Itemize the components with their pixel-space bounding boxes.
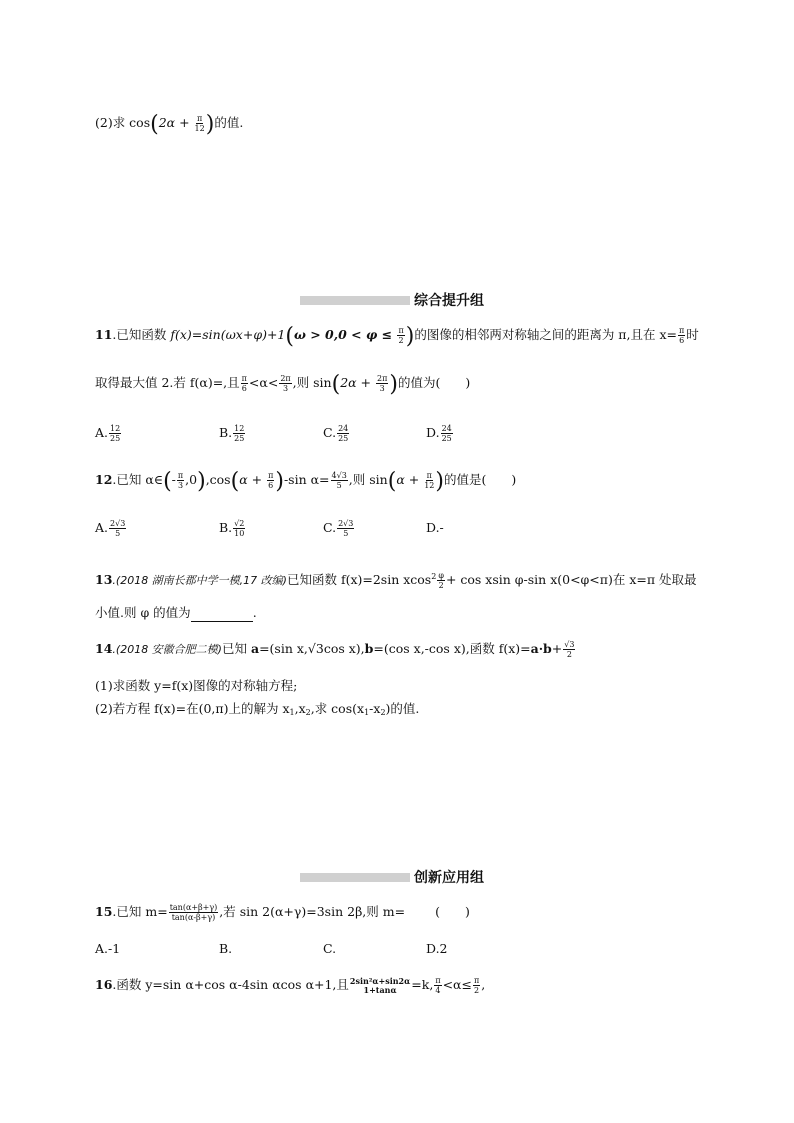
frac-den: 3 (282, 384, 289, 393)
option-label: C. (323, 941, 337, 956)
frac-num: π (197, 114, 203, 123)
source-note: .(2018 安徽合肥二模) (112, 643, 222, 656)
frac-den: tan(α-β+γ) (171, 913, 216, 922)
frac-den: 25 (234, 434, 245, 443)
question-number: 11 (95, 327, 113, 342)
question-number: 15 (95, 904, 113, 919)
section-bar (300, 296, 410, 305)
frac-num: 12 (110, 424, 121, 433)
root: √3 (307, 641, 324, 656)
subscript: 1 (289, 708, 295, 717)
frac-den: 2 (474, 986, 480, 995)
frac-num: φ (438, 571, 444, 580)
q14-part2 (95, 700, 419, 722)
frac-num: π (398, 326, 404, 335)
text: =k, (411, 977, 434, 992)
q12-option-b[interactable] (219, 519, 246, 538)
frac-den: 25 (441, 434, 452, 443)
frac-num: 2sin²α+sin2α (349, 975, 411, 986)
frac-num: 2√3 (110, 519, 126, 528)
frac-num: 2π (280, 374, 291, 383)
frac-num: 24 (441, 424, 452, 433)
option-label: B. (219, 520, 233, 535)
q13-line2 (95, 604, 257, 622)
text: (1)求函数 y=f(x)图像的对称轴方程; (95, 678, 298, 693)
frac (233, 424, 245, 443)
frac-den: 2 (566, 650, 572, 659)
frac-den: 6 (679, 336, 685, 345)
question-number: 16 (95, 977, 113, 992)
text: 已知函数 f(x)=2sin xcos (286, 572, 432, 587)
frac-num: π (268, 471, 274, 480)
q10-arg: 2α + (158, 115, 194, 130)
text: -x (369, 701, 381, 716)
text: + (551, 641, 563, 656)
frac-den: 2 (398, 336, 404, 345)
q15-option-c[interactable] (323, 940, 336, 958)
q13-line1 (95, 568, 697, 590)
frac (109, 519, 126, 538)
text: ,则 sin (292, 375, 332, 390)
frac-num: π (177, 471, 184, 480)
q11-option-a[interactable] (95, 424, 122, 443)
text: ,则 sin (348, 472, 388, 487)
text: .已知 m= (112, 904, 168, 919)
frac-num: 12 (234, 424, 245, 433)
q12-option-d[interactable] (426, 519, 444, 537)
question-number: 14 (95, 641, 113, 656)
option-label: A.-1 (95, 941, 121, 956)
option-label: D.- (426, 520, 444, 535)
subscript: 2 (380, 708, 386, 717)
text: 小值.则 φ 的值为 (95, 605, 191, 620)
subscript: 1 (364, 708, 370, 717)
q10-part2 (95, 112, 244, 137)
paren-open: ( (285, 324, 294, 349)
paren-close: ) (205, 112, 215, 137)
text: =(sin x, (259, 641, 308, 656)
section-title: 综合提升组 (414, 293, 484, 309)
frac (678, 326, 685, 345)
option-label: A. (95, 520, 109, 535)
paren-close: ) (405, 324, 415, 349)
text: )的值. (385, 701, 420, 716)
paren-open: ( (387, 469, 397, 494)
frac-num: 2π (377, 374, 388, 383)
formula: f(x)=sin(ωx+φ)+1 (170, 327, 286, 342)
frac (337, 519, 354, 538)
text: 的值为( ) (397, 375, 471, 390)
paren-open: ( (331, 372, 341, 397)
q11-option-c[interactable] (323, 424, 350, 443)
q14-part1 (95, 677, 297, 695)
arg: α + (239, 472, 267, 487)
text: . (252, 605, 257, 620)
frac (563, 640, 575, 659)
frac-den: 25 (338, 434, 349, 443)
frac (331, 471, 348, 490)
paren-close: ) (275, 469, 284, 494)
frac-den: 3 (177, 481, 184, 490)
arg: α + (396, 472, 424, 487)
paren-close: ) (435, 469, 444, 494)
frac-den: 5 (115, 529, 121, 538)
text: ,cos (205, 472, 231, 487)
frac-den: 2 (438, 581, 444, 590)
text: 的图像的相邻两对称轴之间的距离为 π,且在 x= (414, 327, 677, 342)
section-title: 创新应用组 (414, 870, 484, 886)
text: -sin α= (283, 472, 330, 487)
frac (424, 471, 434, 490)
frac (376, 374, 388, 393)
section-header-1 (300, 289, 495, 311)
frac (267, 471, 274, 490)
text: 的值是( ) (443, 472, 517, 487)
frac-num: π (241, 374, 247, 383)
option-label: D.2 (426, 941, 448, 956)
section-header-2 (300, 866, 495, 888)
text: + cos xsin φ-sin x(0<φ<π)在 x=π 处取最 (445, 572, 697, 587)
text: ,x (294, 701, 306, 716)
frac-den: 3 (379, 384, 385, 393)
text: <α< (248, 375, 279, 390)
text: 取得最大值 2.若 f(α)=,且 (95, 375, 240, 390)
frac-num: 2√3 (338, 519, 354, 528)
q11-option-d[interactable] (426, 424, 454, 443)
text: .已知函数 (112, 327, 171, 342)
frac (434, 976, 441, 995)
q15-option-d[interactable] (426, 940, 448, 958)
paren-close: ) (389, 372, 398, 397)
q10-frac (195, 114, 205, 133)
frac-den: 4 (435, 986, 441, 995)
frac-num: 4√3 (331, 471, 347, 480)
q15-option-b[interactable] (219, 940, 232, 958)
dot-product: a·b (530, 641, 552, 656)
source-note: .(2018 湖南长郡中学一模,17 改编) (112, 574, 287, 587)
frac-num: π (679, 326, 685, 335)
text: =(cos x,-cos x),函数 f(x)= (373, 641, 531, 656)
frac (473, 976, 480, 995)
option-label: C. (323, 425, 337, 440)
q10-text-a: (2)求 cos (95, 115, 151, 130)
frac (169, 903, 219, 922)
text: ,若 sin 2(α+γ)=3sin 2β,则 m= (219, 904, 406, 919)
frac-den: 10 (234, 529, 245, 538)
q14-line1 (95, 640, 576, 659)
q12-line1 (95, 469, 517, 494)
frac-num: √3 (564, 640, 575, 649)
text: , (481, 977, 486, 992)
frac-num: tan(α+β+γ) (169, 903, 218, 912)
frac (350, 977, 410, 995)
frac-den: 6 (268, 481, 274, 490)
text: ( ) (435, 904, 470, 919)
q16-line1 (95, 976, 485, 995)
q12-option-c[interactable] (323, 519, 355, 538)
frac-den: 12 (194, 124, 205, 133)
text: 时 (686, 327, 699, 342)
condition: ω > 0,0 < φ ≤ (293, 327, 397, 342)
text: .已知 α∈ (112, 472, 164, 487)
text: cos x), (323, 641, 365, 656)
q10-text-b: 的值. (214, 115, 244, 130)
frac (397, 326, 404, 345)
option-label: B. (219, 941, 233, 956)
q11-option-b[interactable] (219, 424, 246, 443)
frac-den: 12 (424, 481, 435, 490)
q11-line1 (95, 324, 699, 349)
paren-open: ( (163, 469, 172, 494)
q12-option-a[interactable] (95, 519, 127, 538)
text: ,求 cos(x (310, 701, 365, 716)
option-label: A. (95, 425, 109, 440)
q15-option-a[interactable] (95, 940, 120, 958)
text: - (171, 472, 176, 487)
frac-den: 5 (336, 481, 342, 490)
frac-den: 1+tanα (363, 984, 397, 995)
frac-den: 25 (110, 434, 121, 443)
frac-num: π (426, 471, 432, 480)
superscript: 2 (431, 572, 437, 581)
frac (337, 424, 349, 443)
frac (441, 424, 453, 443)
text: (2)若方程 f(x)=在(0,π)上的解为 x (95, 701, 290, 716)
frac-num: π (473, 976, 480, 985)
arg: 2α + (340, 375, 376, 390)
frac-num: 24 (338, 424, 349, 433)
answer-blank[interactable] (191, 609, 253, 622)
text: .函数 y=sin α+cos α-4sin αcos α+1,且 (112, 977, 349, 992)
paren-close: ) (197, 469, 206, 494)
subscript: 2 (305, 708, 311, 717)
frac (177, 471, 184, 490)
paren-open: ( (150, 112, 159, 137)
section-bar (300, 873, 410, 882)
frac-num: √2 (234, 519, 245, 528)
vector-a: a (250, 641, 260, 656)
frac (233, 519, 245, 538)
frac-num: π (435, 976, 441, 985)
q11-line2 (95, 372, 471, 397)
option-label: D. (426, 425, 440, 440)
q15-line1 (95, 903, 470, 922)
frac-den: 5 (343, 529, 349, 538)
text: 已知 (221, 641, 251, 656)
frac (279, 374, 291, 393)
frac (109, 424, 121, 443)
frac (437, 571, 445, 590)
option-label: C. (323, 520, 337, 535)
paren-open: ( (230, 469, 240, 494)
frac-den: 6 (241, 384, 247, 393)
option-label: B. (219, 425, 233, 440)
text: <α≤ (442, 977, 472, 992)
vector-b: b (364, 641, 374, 656)
question-number: 13 (95, 572, 113, 587)
question-number: 12 (95, 472, 113, 487)
text: ,0 (185, 472, 198, 487)
frac (241, 374, 248, 393)
